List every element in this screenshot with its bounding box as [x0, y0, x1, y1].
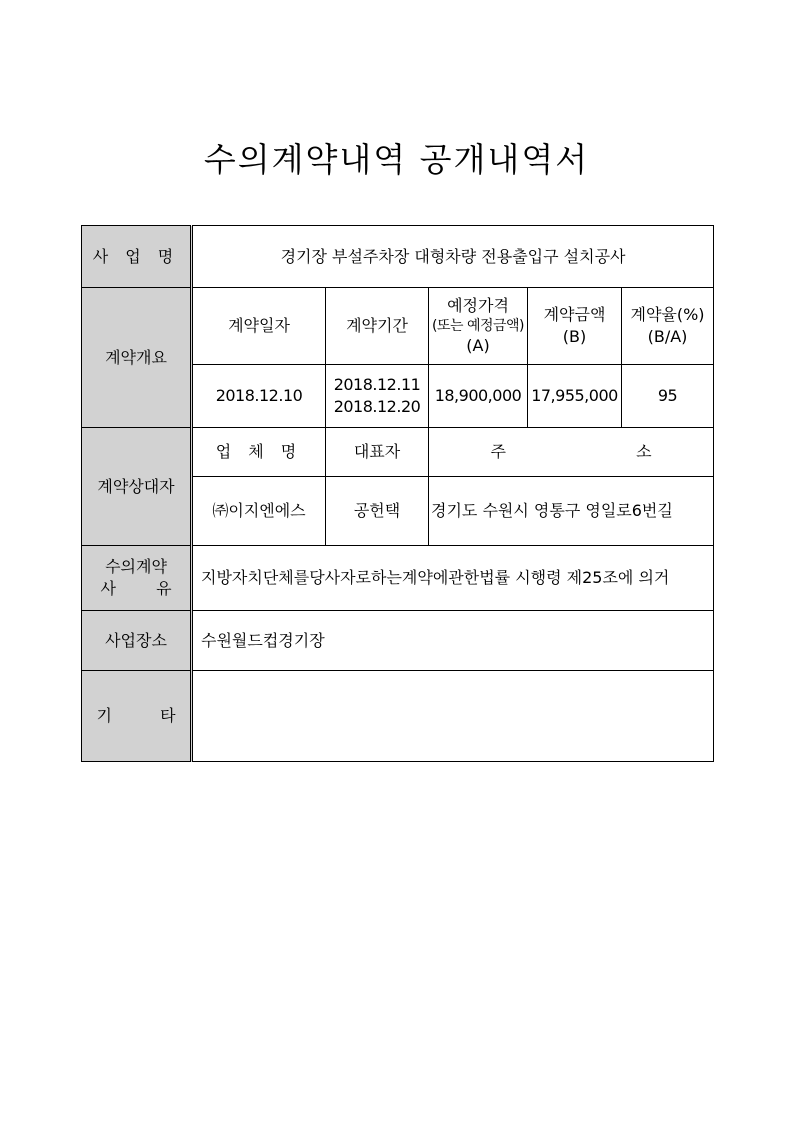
- estimated-price-header-line1: 예정가격: [447, 295, 509, 315]
- contract-period-end: 2018.12.20: [333, 397, 421, 416]
- reason-label-char1: 사: [100, 579, 116, 598]
- representative-value: 공헌택: [326, 477, 429, 546]
- address-header: [429, 428, 714, 477]
- project-row: [82, 226, 714, 288]
- reason-label-line1: 수의계약: [105, 557, 167, 577]
- reason-label-char2: 유: [156, 579, 172, 598]
- representative-header: 대표자: [326, 428, 429, 477]
- project-value: 경기장 부설주차장 대형차량 전용출입구 설치공사: [192, 226, 714, 288]
- contract-rate-header-line1: 계약율(%): [630, 305, 705, 325]
- estimated-price-header-line3: (A): [466, 336, 490, 356]
- company-header: 업 체 명: [215, 442, 303, 462]
- contract-period-header: 계약기간: [326, 288, 429, 365]
- contract-amount-header: [528, 288, 622, 365]
- reason-label: [82, 546, 192, 611]
- address-value: 경기도 수원시 영통구 영일로6번길: [429, 477, 714, 546]
- site-label: 사업장소: [82, 611, 192, 671]
- contract-amount-header-line2: (B): [562, 327, 587, 346]
- contract-rate-header: [622, 288, 714, 365]
- overview-header-row: [82, 288, 714, 365]
- site-row: [82, 611, 714, 671]
- project-label: 사 업 명: [92, 246, 180, 266]
- site-value: 수원월드컵경기장: [192, 611, 714, 671]
- etc-value: [192, 671, 714, 762]
- etc-label-char1: 기: [96, 706, 112, 726]
- contract-disclosure-table: [81, 225, 714, 762]
- contract-period-value: [326, 365, 429, 428]
- reason-row: [82, 546, 714, 611]
- contract-rate-value: 95: [622, 365, 714, 428]
- company-value: ㈜이지엔에스: [192, 477, 326, 546]
- contract-date-value: 2018.12.10: [192, 365, 326, 428]
- address-header-char2: 소: [636, 442, 652, 462]
- contract-rate-header-line2: (B/A): [647, 327, 688, 346]
- party-label: 계약상대자: [82, 428, 192, 546]
- project-label-cell: [82, 226, 192, 288]
- contract-date-header: 계약일자: [192, 288, 326, 365]
- estimated-price-value: 18,900,000: [429, 365, 528, 428]
- etc-label-char2: 타: [160, 706, 176, 726]
- overview-label: 계약개요: [82, 288, 192, 428]
- estimated-price-header-line2: (또는 예정금액): [431, 317, 525, 334]
- etc-label: [82, 671, 192, 762]
- estimated-price-header: [429, 288, 528, 365]
- etc-row: [82, 671, 714, 762]
- contract-amount-value: 17,955,000: [528, 365, 622, 428]
- reason-value: 지방자치단체를당사자로하는계약에관한법률 시행령 제25조에 의거: [192, 546, 714, 611]
- party-header-row: [82, 428, 714, 477]
- address-header-char1: 주: [490, 442, 506, 462]
- document-title: 수의계약내역 공개내역서: [203, 140, 590, 179]
- contract-amount-header-line1: 계약금액: [543, 305, 606, 325]
- company-header-cell: [192, 428, 326, 477]
- reason-label-line2: [82, 578, 190, 600]
- contract-period-start: 2018.12.11: [333, 375, 421, 395]
